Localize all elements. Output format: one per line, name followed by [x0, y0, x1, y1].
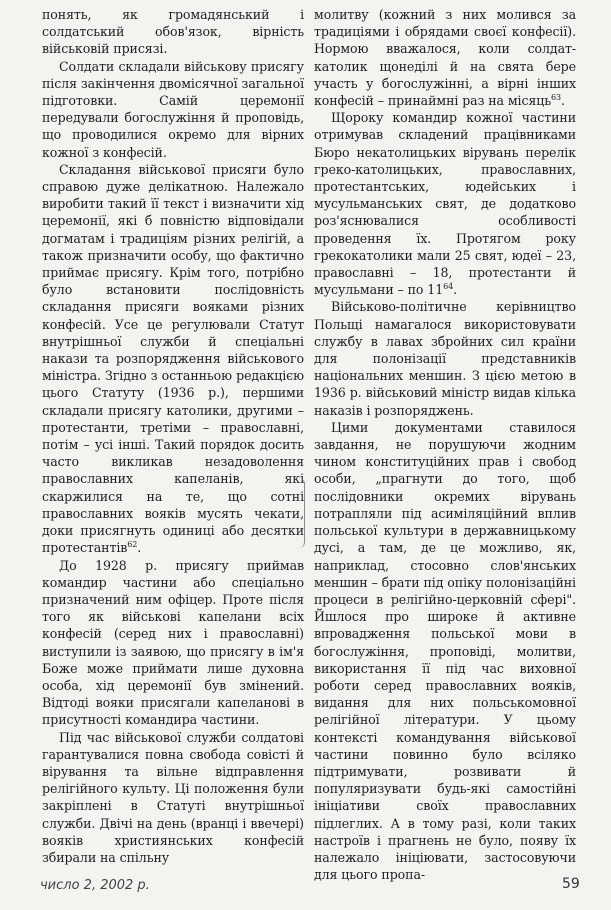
- left-column: [42, 6, 304, 866]
- paragraph: Під час військової служби солдатові гарантувалися повна свобода совісті й вірування та вільне відправлення релігійного культу. Ці положення були закріплені в Статуті внутрішньої служби. Двічі на день (вранці і ввечері) вояків християнських конфесій збирали на спільну: [42, 729, 304, 865]
- issue-label: число 2, 2002 р.: [40, 878, 150, 893]
- paragraph: Цими документами ставилося завдання, не порушуючи жодним чином конституційних прав і свобод особи, „прагнути до того, щоб послідовники окремих вірувань потрапляли під асиміляційний вплив польської культури в державницькому дусі, а там, де це можливо, як, наприклад, стосовно слов'янських меншин – брати під опіку полонізаційні процеси в релігійно-церковній сфері". Йшлося про широке й активне впровадження польської мови в богослужіння, проповіді, молитви, використання її під час виховної роботи серед православних вояків, видання для них польськомовної релігійної літератури. У цьому контексті командування військової частини повинно було всіляко підтримувати, розвивати й популяризувати будь-які самостійні ініціативи своїх православних підлеглих. А в тому разі, коли таких настроїв і прагнень не було, появу їх належало ініціювати, застосовуючи для цього пропа-: [314, 419, 576, 883]
- paragraph: Військово-політичне керівництво Польщі намагалося використовувати службу в лавах збройних сил країни для полонізації представників національних меншин. З цією метою в 1936 р. військовий міністр видав кілька наказів і розпоряджень.: [314, 299, 576, 418]
- pencil-margin-mark: [296, 478, 305, 548]
- paragraph: До 1928 р. присягу приймав командир частини або спеціально призначений ним офіцер. Проте після того як військові капелани всіх конфесій (серед них і православні) виступили із заявою, що присягу в ім'я Боже може приймати лише духовна особа, хід церемонії був змінений. Відтоді вояки присягали капеланові в присутності командира частини.: [42, 557, 304, 728]
- paragraph: Щороку командир кожної частини отримував складений працівниками Бюро некатолицьких вірувань перелік греко-католицьких, православних, протестантських, юдейських і мусульманських свят, де додатково роз'яснювалися особливості проведення їх. Протягом року грекокатолики мали 25 свят, юдеї – 23, православні – 18, протестанти й мусульмани – по $11^{64}$.: [314, 110, 576, 298]
- paragraph-text: Щороку командир кожної частини отримував складений працівниками Бюро некатолицьких вірувань перелік греко-католицьких, православних, протестантських, юдейських і мусульманських свят, де додатково роз'яснювалися особливості проведення їх. Протягом року грекокатолики мали 25 свят, юдеї – 23, православні – 18, протестанти й мусульмани – по 11: [314, 110, 576, 298]
- paragraph-text: молитву (кожний з них молився за традиціями і обрядами своєї конфесії). Нормою вважалося, коли солдат-католик щонеділі й на свята бере участь у богослужінні, а вірні інших конфесій – принаймні раз на місяць: [314, 7, 576, 109]
- right-column: [314, 6, 576, 883]
- footnote-ref: 63: [551, 92, 562, 102]
- paragraph: понять, як громадянський і солдатський обов'язок, вірність військовій присязі.: [42, 7, 304, 57]
- paragraph-text: Складання військової присяги було справою дуже делікатною. Належало виробити такий її текст і визначити хід церемонії, які б повністю відповідали догматам і традиціям різних релігій, а також призначити особу, що фактично приймає присягу. Крім того, потрібно було встановити послідовність складання присяги вояками різних конфесій. Усе це регулювали Статут внутрішньої служби й спеціальні накази та розпорядження військового міністра. Згідно з останньою редакцією цього Статуту (1936 р.), першими складали присягу католики, другими – протестанти, третіми – православні, потім – усі інші. Такий порядок досить часто викликав незадоволення православних капеланів, які скаржилися на те, що сотні православних вояків мусять чекати, доки присягнуть одиниці або десятки протестантів: [42, 161, 304, 556]
- footnote-ref: 62: [127, 540, 138, 550]
- paragraph: Складання військової присяги було справою дуже делікатною. Належало виробити такий її текст і визначити хід церемонії, які б повністю відповідали догматам і традиціям різних релігій, а також призначити особу, що фактично приймає присягу. Крім того, потрібно було встановити послідовність складання присяги вояками різних конфесій. Усе це регулювали Статут внутрішньої служби й спеціальні накази та розпорядження військового міністра. Згідно з останньою редакцією цього Статуту (1936 р.), першими складали присягу католики, другими – протестанти, третіми – православні, потім – усі інші. Такий порядок досить часто викликав незадоволення православних капеланів, які скаржилися на те, що сотні православних вояків мусять чекати, доки присягнуть одиниці або десятки протестантів$^{62}$.: [42, 161, 304, 556]
- paragraph: молитву (кожний з них молився за традиціями і обрядами своєї конфесії). Нормою вважалося, коли солдат-католик щонеділі й на свята бере участь у богослужінні, а вірні інших конфесій – принаймні раз на місяць$^{63}$.: [314, 7, 576, 109]
- paragraph: Солдати складали військову присягу після закінчення двомісячної загальної підготовки. Самій церемонії передували богослужіння й проповідь, що проводилися окремо для вірних кожної з конфесій.: [42, 58, 304, 160]
- page-number: 59: [562, 876, 580, 892]
- footnote-ref: 64: [443, 282, 454, 292]
